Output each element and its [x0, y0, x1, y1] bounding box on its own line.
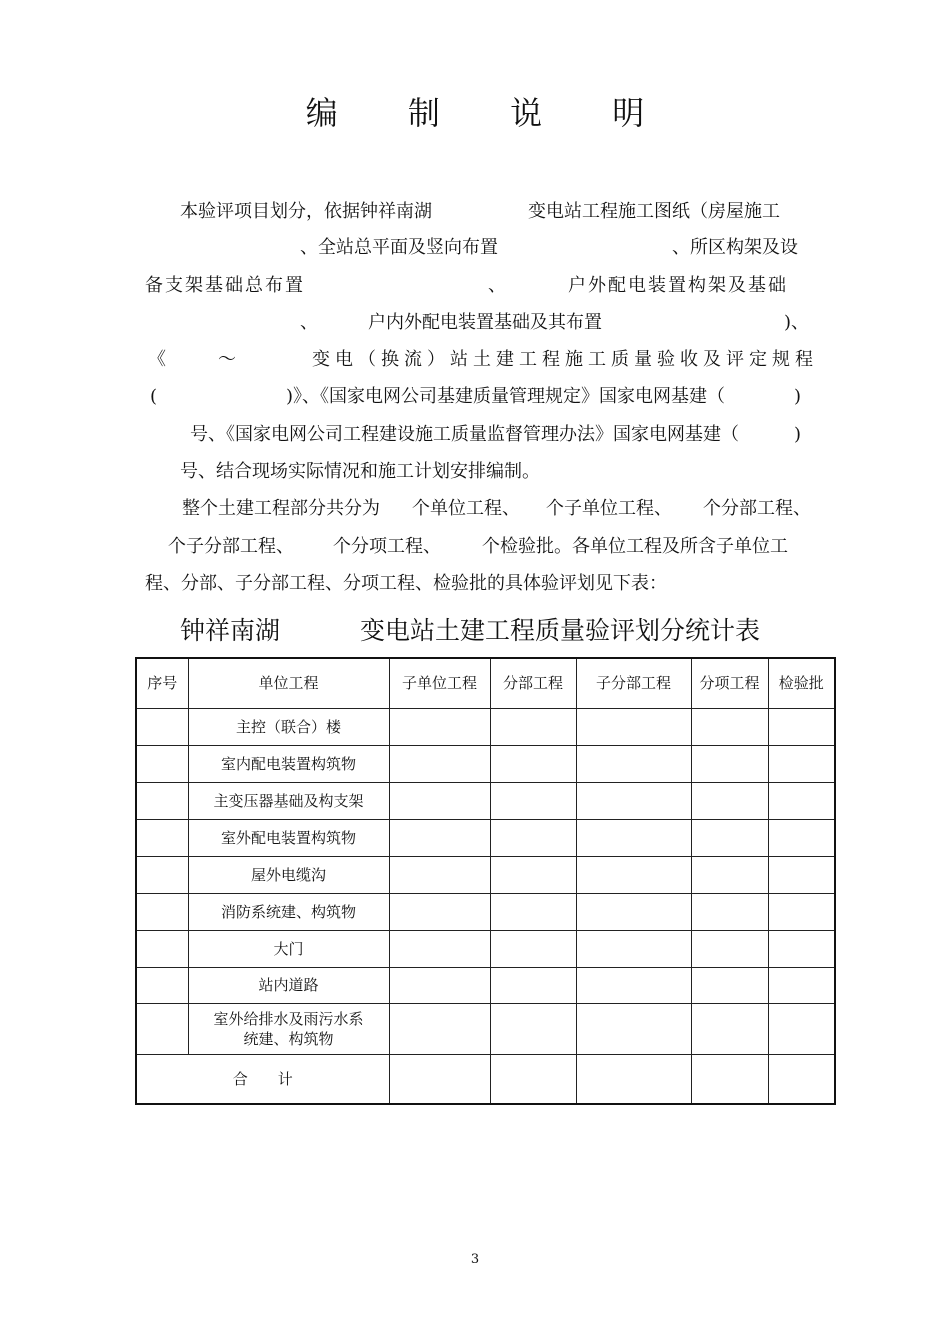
- para-text: 、所区构架及设: [672, 237, 798, 258]
- para-text: (: [150, 386, 158, 407]
- para-text: 户外配电装置构架及基础: [568, 275, 788, 296]
- para-text: 、: [300, 312, 318, 333]
- para-text: 个检验批。各单位工程及所含子单位工: [482, 536, 788, 557]
- table-total-row: [136, 1054, 835, 1104]
- cell-line: 室外给排水及雨污水系: [213, 1009, 364, 1028]
- table-header-row: [136, 658, 835, 708]
- para-text: ): [794, 386, 802, 407]
- header-index: 序号: [136, 658, 188, 708]
- table-title-left: 钟祥南湖: [180, 616, 281, 645]
- para-text: ): [794, 424, 802, 445]
- para-text: 变电（换流）站土建工程施工质量验收及评定规程: [312, 349, 818, 370]
- cell-unit-project: 站内道路: [188, 967, 389, 1003]
- table-row: [136, 1003, 835, 1054]
- cell-unit-project: 大门: [188, 930, 389, 967]
- para-text: 个子单位工程、: [546, 498, 672, 519]
- cell-index: [136, 1003, 188, 1054]
- cell-index: [136, 930, 188, 967]
- para-text: 、全站总平面及竖向布置: [300, 237, 498, 258]
- table-row: [136, 893, 835, 930]
- para-text: 号、《国家电网公司工程建设施工质量监督管理办法》国家电网基建（: [190, 424, 739, 445]
- table-row: [136, 856, 835, 893]
- para-text: ～: [218, 349, 236, 370]
- para-text: 备支架基础总布置: [145, 275, 305, 296]
- table-row: [136, 819, 835, 856]
- para-text: 号、结合现场实际情况和施工计划安排编制。: [180, 461, 540, 482]
- cell-unit-project: 屋外电缆沟: [188, 856, 389, 893]
- para-text: 个分部工程、: [703, 498, 811, 519]
- header-sub-division: 子分部工程: [576, 658, 691, 708]
- cell-unit-project: 主变压器基础及构支架: [188, 782, 389, 819]
- cell-index: [136, 708, 188, 745]
- cell-index: [136, 819, 188, 856]
- cell-index: [136, 967, 188, 1003]
- table-title-right: 变电站土建工程质量验评划分统计表: [360, 616, 761, 645]
- header-inspection-lot: 检验批: [768, 658, 835, 708]
- cell-index: [136, 745, 188, 782]
- para-text: 户内外配电装置基础及其布置: [368, 312, 602, 333]
- cell-unit-project: 室内配电装置构筑物: [188, 745, 389, 782]
- cell-index: [136, 856, 188, 893]
- para-text: 程、分部、子分部工程、分项工程、检验批的具体验评划见下表：: [145, 573, 667, 594]
- table-row: [136, 967, 835, 1003]
- table-row: [136, 782, 835, 819]
- table-row: [136, 708, 835, 745]
- cell-index: [136, 782, 188, 819]
- header-sub-item: 分项工程: [691, 658, 768, 708]
- para-text: 、: [488, 275, 506, 296]
- para-text: )》、《国家电网公司基建质量管理规定》国家电网基建（: [286, 386, 726, 407]
- para-text: )、: [784, 312, 810, 333]
- cell-unit-project: 消防系统建、构筑物: [188, 893, 389, 930]
- document-title: 编 制 说 明: [305, 94, 675, 132]
- total-label: 合 计: [136, 1054, 389, 1104]
- para-text: 整个土建工程部分共分为: [182, 498, 380, 519]
- cell-unit-project: 主控（联合）楼: [188, 708, 389, 745]
- cell-unit-project: [188, 1003, 389, 1054]
- cell-index: [136, 893, 188, 930]
- header-division: 分部工程: [490, 658, 576, 708]
- para-text: 个分项工程、: [333, 536, 441, 557]
- cell-line: 统建、构筑物: [243, 1029, 334, 1048]
- header-sub-unit-project: 子单位工程: [389, 658, 490, 708]
- para-text: 变电站工程施工图纸（房屋施工: [528, 201, 780, 222]
- para-text: 个子分部工程、: [168, 536, 294, 557]
- quality-plan-table: [135, 657, 836, 1105]
- cell-unit-project: 室外配电装置构筑物: [188, 819, 389, 856]
- para-text: 本验评项目划分，依据钟祥南湖: [180, 201, 432, 222]
- table-row: [136, 930, 835, 967]
- para-text: 《: [148, 349, 166, 370]
- header-unit-project: 单位工程: [188, 658, 389, 708]
- page-number: 3: [470, 1252, 480, 1267]
- para-text: 个单位工程、: [412, 498, 520, 519]
- table-row: [136, 745, 835, 782]
